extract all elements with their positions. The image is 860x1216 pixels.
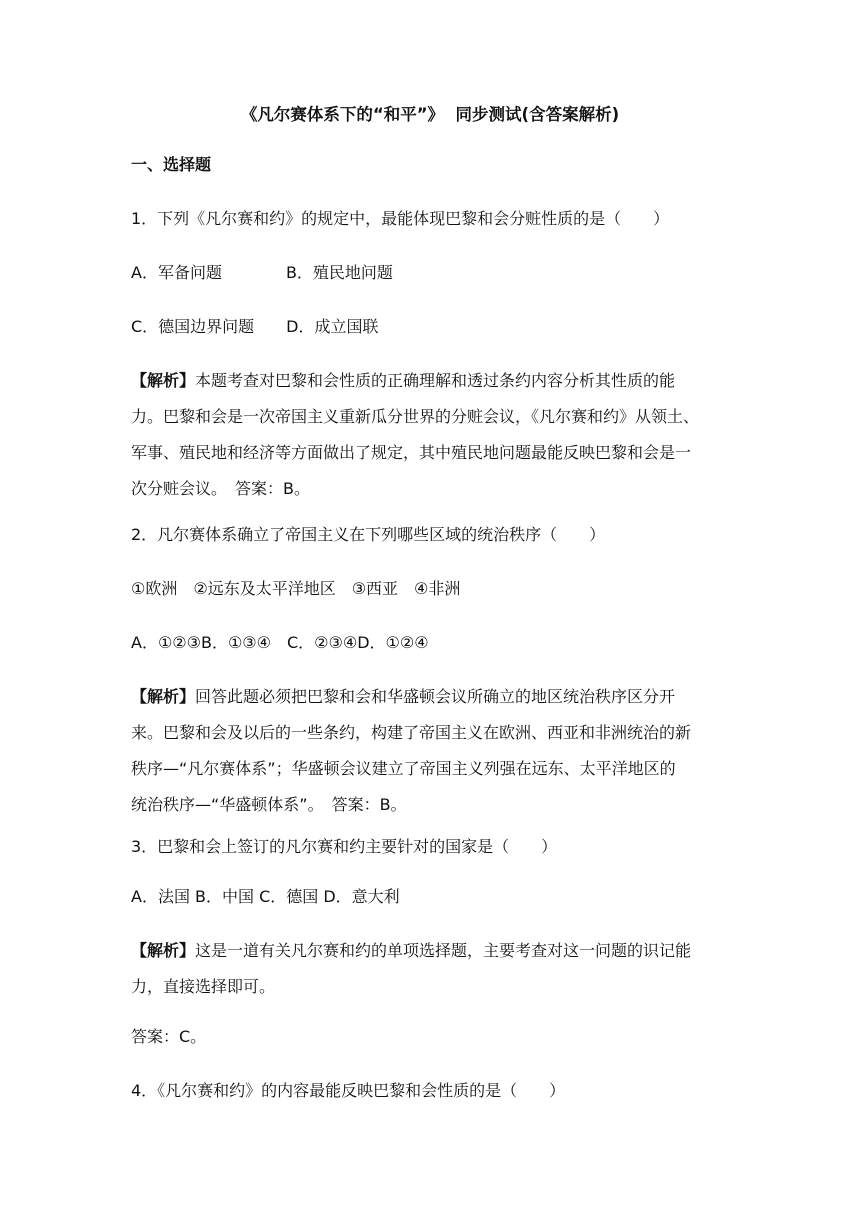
analysis-tag: 【解析】 [131, 687, 196, 706]
analysis-line: 军事、殖民地和经济等方面做出了规定，其中殖民地问题最能反映巴黎和会是一 [131, 443, 692, 462]
question-2-options: A．①②③B．①③④ C．②③④D．①②④ [131, 633, 429, 652]
question-1-options-a-b: A．军备问题 B．殖民地问题 [131, 263, 393, 282]
question-1-options-c-d: C．德国边界问题 D．成立国联 [131, 317, 379, 336]
analysis-tag: 【解析】 [131, 941, 196, 960]
analysis-line: 次分赃会议。 答案：B。 [131, 479, 310, 498]
question-1-stem: 1．下列《凡尔赛和约》的规定中，最能体现巴黎和会分赃性质的是（ ） [131, 209, 670, 228]
analysis-line: 秩序—“凡尔赛体系”；华盛顿会议建立了帝国主义列强在远东、太平洋地区的 [131, 759, 676, 778]
section-heading: 一、选择题 [131, 155, 212, 174]
analysis-tag: 【解析】 [131, 371, 196, 390]
question-3-answer: 答案：C。 [131, 1027, 207, 1046]
analysis-line: 本题考查对巴黎和会性质的正确理解和透过条约内容分析其性质的能 [195, 371, 676, 390]
document-title: 《凡尔赛体系下的“和平”》 同步测试(含答案解析) [240, 105, 620, 124]
analysis-line: 这是一道有关凡尔赛和约的单项选择题，主要考查对这一问题的识记能 [195, 941, 692, 960]
question-2-analysis [131, 679, 731, 823]
question-3-analysis [131, 933, 731, 1005]
question-1-analysis [131, 363, 731, 507]
question-2-items: ①欧洲 ②远东及太平洋地区 ③西亚 ④非洲 [131, 579, 461, 598]
question-2-stem: 2．凡尔赛体系确立了帝国主义在下列哪些区域的统治秩序（ ） [131, 525, 606, 544]
analysis-line: 力。巴黎和会是一次帝国主义重新瓜分世界的分赃会议，《凡尔赛和约》从领土、 [131, 407, 700, 426]
question-3-stem: 3．巴黎和会上签订的凡尔赛和约主要针对的国家是（ ） [131, 837, 558, 856]
analysis-line: 统治秩序—“华盛顿体系”。 答案：B。 [131, 795, 407, 814]
analysis-line: 来。巴黎和会及以后的一些条约，构建了帝国主义在欧洲、西亚和非洲统治的新 [131, 723, 692, 742]
question-4-stem: 4．《凡尔赛和约》的内容最能反映巴黎和会性质的是（ ） [131, 1081, 566, 1100]
analysis-line: 回答此题必须把巴黎和会和华盛顿会议所确立的地区统治秩序区分开 [195, 687, 676, 706]
question-3-options: A．法国 B．中国 C．德国 D．意大利 [131, 887, 400, 906]
analysis-line: 力，直接选择即可。 [131, 977, 276, 996]
